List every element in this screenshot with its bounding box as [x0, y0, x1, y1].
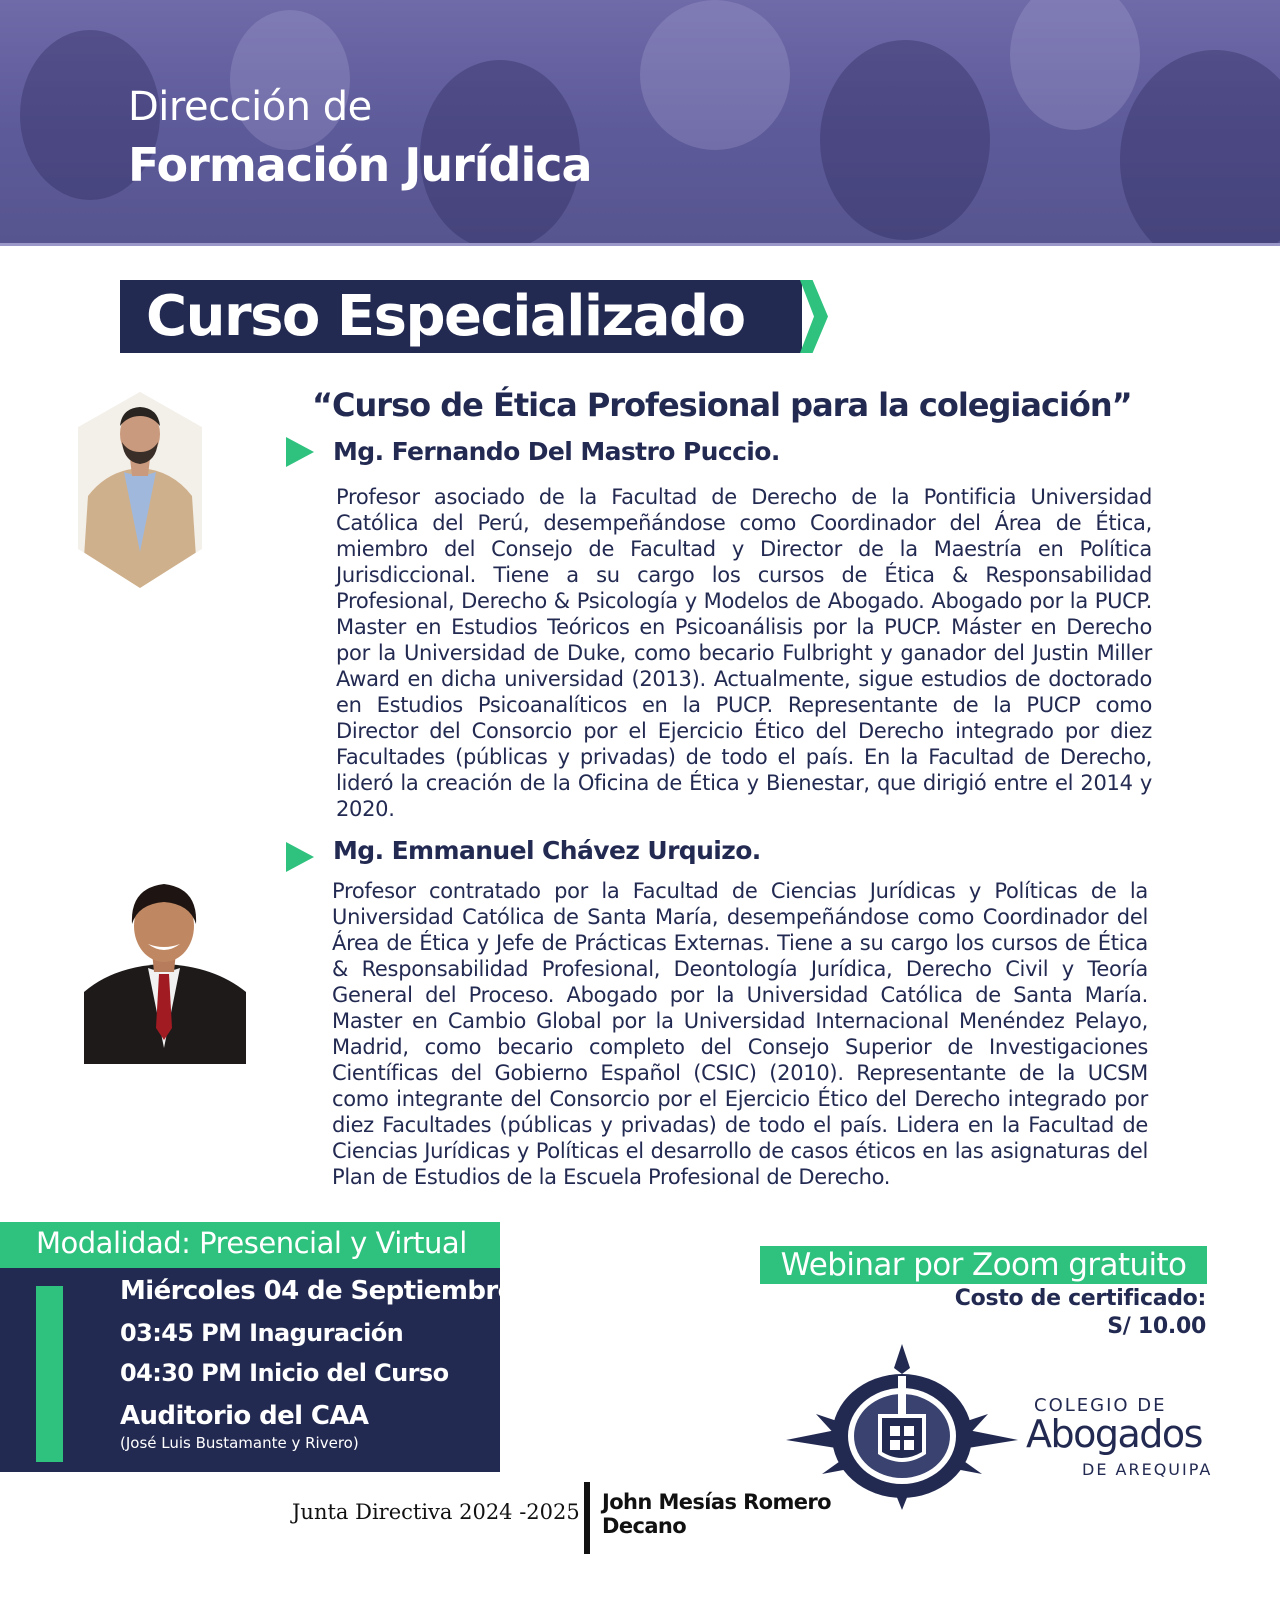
audience-silhouette: [1120, 50, 1280, 246]
course-banner-title: Curso Especializado: [146, 284, 745, 349]
speaker-name: Mg. Emmanuel Chávez Urquizo.: [333, 836, 761, 865]
venue-name: Auditorio del CAA: [120, 1401, 369, 1431]
certificate-cost-value: S/ 10.00: [1107, 1314, 1206, 1339]
dean-role: Decano: [602, 1514, 687, 1538]
webinar-label: Webinar por Zoom gratuito: [780, 1247, 1187, 1283]
chevron-right-icon: [800, 280, 828, 353]
speaker-name: Mg. Fernando Del Mastro Puccio.: [333, 437, 780, 466]
speaker-bio: Profesor contratado por la Facultad de Ciencias Jurídicas y Políticas de la Universidad Católica de Santa María, desempeñándose como Coordinador del Área de Ética y Jefe de Prácticas Externas. Tiene a su cargo los cursos de Ética & Responsabilidad Profesional, Deontología Jurídica, Derecho Civil y Teoría General del Proceso. Abogado por la Universidad Católica de Santa María. Master en Cambio Global por la Universidad Internacional Menéndez Pelayo, Madrid, como becario completo del Consejo Superior de Investigaciones Científicas del Gobierno Español (CSIC) (2010). Representante de la UCSM como integrante del Consorcio por el Ejercicio Ético del Derecho integrado por diez Facultades (públicas y privadas) de todo el país. Lidera en la Facultad de Ciencias Jurídicas y Políticas el desarrollo de casos éticos en las asignaturas del Plan de Estudios de la Escuela Profesional de Derecho.: [332, 879, 1148, 1189]
audience-silhouette: [820, 40, 990, 240]
college-seal-icon: [786, 1344, 1018, 1512]
audience-silhouette: [640, 0, 790, 150]
footer-divider: [584, 1482, 590, 1554]
triangle-bullet-icon: [286, 437, 314, 467]
header-banner: [0, 0, 1280, 246]
dean-name: John Mesías Romero: [602, 1490, 831, 1514]
header-title-line1: Dirección de: [128, 84, 372, 130]
course-start-time: 04:30 PM Inicio del Curso: [120, 1359, 449, 1387]
inauguration-time: 03:45 PM Inaguración: [120, 1319, 404, 1347]
modality-label: Modalidad: Presencial y Virtual: [36, 1226, 467, 1260]
logo-text-line2: Abogados: [1026, 1412, 1202, 1456]
course-name: “Curso de Ética Profesional para la colegiación”: [312, 386, 1132, 424]
speaker-photo: [84, 868, 246, 1064]
venue-detail: (José Luis Bustamante y Rivero): [120, 1434, 359, 1452]
audience-silhouette: [1010, 0, 1140, 130]
logo-text-line1: COLEGIO DE: [1034, 1395, 1167, 1416]
board-period: Junta Directiva 2024 -2025: [292, 1500, 580, 1524]
certificate-cost-label: Costo de certificado:: [954, 1286, 1206, 1311]
logo-text-line3: DE AREQUIPA: [1082, 1460, 1213, 1479]
event-date: Miércoles 04 de Septiembre: [120, 1276, 515, 1306]
speaker-bio: Profesor asociado de la Facultad de Derecho de la Pontificia Universidad Católica del Perú, desempeñándose como Coordinador del Área de Ética, miembro del Consejo de Facultad y Director de la Maestría en Política Jurisdiccional. Tiene a su cargo los cursos de Ética & Responsabilidad Profesional, Derecho & Psicología y Modelos de Abogado. Abogado por la PUCP. Master en Estudios Teóricos en Psicoanálisis por la PUCP. Máster en Derecho por la Universidad de Duke, como becario Fulbright y ganador del Justin Miller Award en dicha universidad (2013). Actualmente, sigue estudios de doctorado en Estudios Psicoanalíticos en la PUCP. Representante de la PUCP como Director del Consorcio por el Ejercicio Ético del Derecho integrado por diez Facultades (públicas y privadas) de todo el país. En la Facultad de Derecho, lideró la creación de la Oficina de Ética y Bienestar, que dirigió entre el 2014 y 2020.: [336, 485, 1152, 821]
schedule-accent: [36, 1286, 63, 1462]
speaker-photo: [78, 392, 202, 588]
triangle-bullet-icon: [286, 842, 314, 872]
header-title-line2: Formación Jurídica: [128, 138, 592, 192]
